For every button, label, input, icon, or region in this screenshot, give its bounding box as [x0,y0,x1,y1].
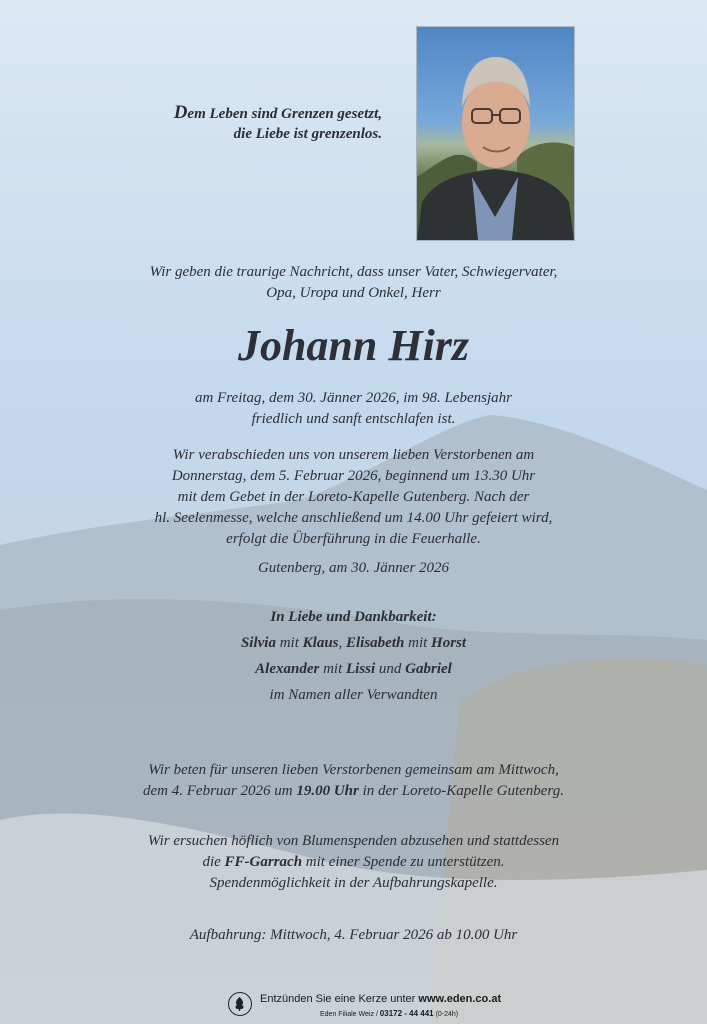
family-line2 [60,656,647,682]
prayer-time: 19.00 Uhr [296,783,359,799]
family-thanks [60,604,647,708]
funeral-line4: hl. Seelenmesse, welche anschließend um 14.00 Uhr gefeiert wird, [154,510,553,526]
motto-line1: em Leben sind Grenzen gesetzt, [187,106,382,122]
motto-line2: die Liebe ist grenzenlos. [233,126,382,142]
prayer-line1: Wir beten für unseren lieben Verstorbenen gemeinsam am Mittwoch, [148,762,559,778]
branch-phone: 03172 - 44 441 [379,1009,434,1018]
flowers-line2-pre: die [202,854,225,870]
died-line1: am Freitag, dem 30. Jänner 2026, im 98. Lebensjahr [195,390,512,406]
connector-mit2: mit [404,635,432,651]
connector-und: und [375,661,406,677]
donation-request [60,831,647,894]
branch-line [320,1009,458,1018]
prayer-line2-post: in der Loreto-Kapelle Gutenberg. [358,783,564,799]
motto-initial: D [173,102,188,123]
died-line2: friedlich und sanft entschlafen ist. [251,411,456,427]
funeral-line1: Wir verabschieden uns von unserem lieben Verstorbenen am [172,447,535,463]
connector-mit3: mit [319,661,346,677]
flowers-line3: Spendenmöglichkeit in der Aufbahrungskapelle. [209,875,498,891]
deceased-name: Johann Hirz [237,321,470,370]
flowers-line2 [60,852,647,873]
family-line1 [60,630,647,656]
name-elisabeth: Elisabeth [346,635,405,651]
funeral-details [60,445,647,550]
name-klaus: Klaus [302,635,339,651]
name-gabriel: Gabriel [405,661,452,677]
death-notice [60,388,647,430]
flowers-line1: Wir ersuchen höflich von Blumenspenden abzusehen und stattdessen [147,833,560,849]
branch-name: Eden Filiale Weiz / [320,1011,380,1018]
intro-line2: Opa, Uropa und Onkel, Herr [266,285,441,301]
prayer-line2 [60,781,647,802]
portrait-figure [417,27,574,240]
donation-organisation: FF-Garrach [224,854,303,870]
relatives-line: im Namen aller Verwandten [269,687,438,703]
prayer-details [60,760,647,802]
prayer-line2-pre: dem 4. Februar 2026 um [143,783,297,799]
name-horst: Horst [431,635,467,651]
connector-mit1: mit [275,635,303,651]
funeral-line2: Donnerstag, dem 5. Februar 2026, beginnend um 13.30 Uhr [171,468,536,484]
funeral-line3: mit dem Gebet in der Loreto-Kapelle Gutenberg. Nach der [177,489,530,505]
tree-icon [229,993,250,1014]
intro-line1: Wir geben die traurige Nachricht, dass unser Vater, Schwiegervater, [149,264,558,280]
candle-line [260,993,501,1005]
place-date: Gutenberg, am 30. Jänner 2026 [257,560,450,576]
announcement-intro [60,262,647,304]
branch-hours: (0-24h) [433,1011,459,1018]
thanks-heading: In Liebe und Dankbarkeit: [270,609,437,625]
portrait-photo [417,27,574,240]
name-silvia: Silvia [240,635,276,651]
viewing-time: Aufbahrung: Mittwoch, 4. Februar 2026 ab 10.00 Uhr [189,927,518,943]
candle-text: Entzünden Sie eine Kerze unter [260,993,419,1005]
name-alexander: Alexander [255,661,320,677]
name-lissi: Lissi [345,661,376,677]
connector-comma: , [338,635,346,651]
funeral-line5: erfolgt die Überführung in die Feuerhalle. [226,531,481,547]
eden-logo-icon [228,992,252,1016]
eden-url-link[interactable]: www.eden.co.at [418,993,502,1005]
motto [120,103,382,144]
flowers-line2-post: mit einer Spende zu unterstützen. [302,854,505,870]
